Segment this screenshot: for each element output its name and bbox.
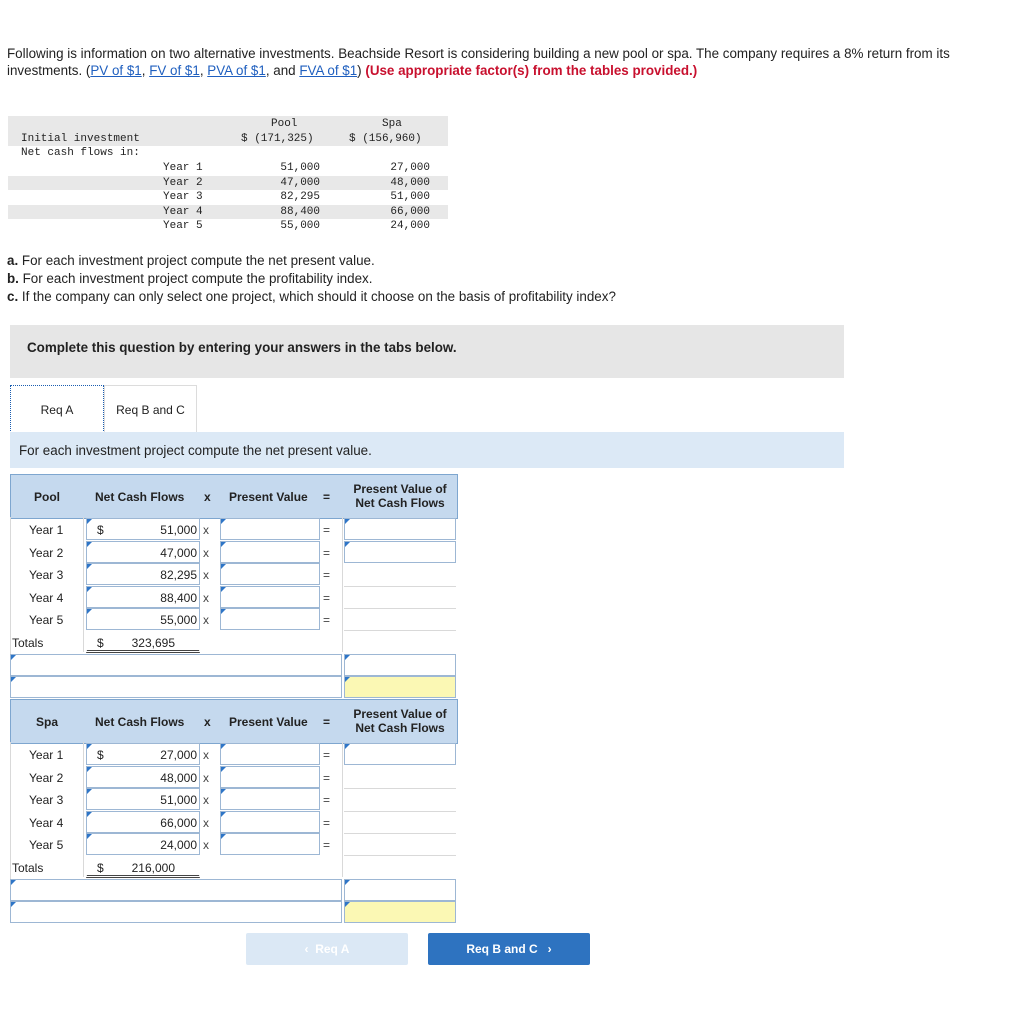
sep: , xyxy=(199,62,208,78)
pool-flow: 88,400 xyxy=(280,206,320,218)
pool-pv-ncf-year2-input[interactable] xyxy=(344,541,456,563)
present-value-header: Present Value xyxy=(229,715,308,729)
pool-ncf-year1-input[interactable] xyxy=(86,518,200,540)
net-cash-flows-header: Net Cash Flows xyxy=(95,490,185,504)
net-cash-flows-label: Net cash flows in: xyxy=(21,147,140,159)
pool-pv-factor-year1-input[interactable] xyxy=(220,518,320,540)
grid-line xyxy=(344,811,456,812)
grid-line xyxy=(83,517,84,652)
pool-pv-factor-year5-input[interactable] xyxy=(220,608,320,630)
pool-pv-ncf-year1-input[interactable] xyxy=(344,518,456,540)
spa-ncf-year4-input[interactable] xyxy=(86,811,200,833)
row-label: Year 2 xyxy=(29,771,64,785)
requirement-b xyxy=(7,270,1007,288)
pool-flow: 51,000 xyxy=(280,162,320,174)
multiply-sign: x xyxy=(203,591,209,605)
tab-label: Req B and C xyxy=(116,403,185,417)
pool-summary-value-1-input[interactable] xyxy=(344,654,456,676)
pva-table-link[interactable]: PVA of $1 xyxy=(207,62,266,78)
net-cash-flows-header: Net Cash Flows xyxy=(95,715,185,729)
pool-pv-factor-year2-input[interactable] xyxy=(220,541,320,563)
multiply-sign: x xyxy=(203,793,209,807)
row-label: Year 4 xyxy=(29,816,64,830)
dollar-sign: $ xyxy=(97,748,104,762)
cell-value: 51,000 xyxy=(160,523,197,537)
spa-ncf-year5-input[interactable] xyxy=(86,833,200,855)
pool-ncf-year5-input[interactable] xyxy=(86,608,200,630)
spa-npv-input[interactable] xyxy=(344,901,456,923)
equals-sign: = xyxy=(323,568,331,582)
pool-npv-label-input[interactable] xyxy=(10,676,342,698)
req-text: If the company can only select one project, which should it choose on the basis of profitability index? xyxy=(18,289,616,304)
given-year-label: Year 4 xyxy=(163,206,203,218)
row-label: Year 2 xyxy=(29,546,64,560)
spa-ncf-year2-input[interactable] xyxy=(86,766,200,788)
multiply-sign: x xyxy=(203,838,209,852)
requirement-a xyxy=(7,252,1007,270)
complete-banner xyxy=(10,325,844,378)
given-data-table xyxy=(8,116,448,236)
pool-title: Pool xyxy=(34,490,60,504)
pv-table-link[interactable]: PV of $1 xyxy=(90,62,142,78)
next-label: Req B and C xyxy=(466,942,538,956)
spa-flow: 48,000 xyxy=(390,177,430,189)
dollar-sign: $ xyxy=(97,636,104,650)
cell-value: 82,295 xyxy=(160,568,197,582)
spa-pv-factor-year2-input[interactable] xyxy=(220,766,320,788)
spa-ncf-year1-input[interactable] xyxy=(86,743,200,765)
fva-table-link[interactable]: FVA of $1 xyxy=(299,62,358,78)
chevron-right-icon: › xyxy=(547,942,552,956)
grid-line xyxy=(344,788,456,789)
spa-flow: 66,000 xyxy=(390,206,430,218)
given-year-label: Year 1 xyxy=(163,162,203,174)
spa-pv-ncf-year1-input[interactable] xyxy=(344,743,456,765)
cell-value: 66,000 xyxy=(160,816,197,830)
req-letter: c. xyxy=(7,289,19,304)
initial-investment-label: Initial investment xyxy=(21,133,140,145)
spa-flow: 27,000 xyxy=(390,162,430,174)
tab-label: Req A xyxy=(40,403,74,417)
cell-value: 216,000 xyxy=(131,861,175,875)
equals-header: = xyxy=(323,490,331,504)
spa-header-row xyxy=(10,699,458,744)
totals-label: Totals xyxy=(12,861,44,875)
spa-pv-factor-year3-input[interactable] xyxy=(220,788,320,810)
row-label: Year 3 xyxy=(29,568,64,582)
spa-pv-factor-year1-input[interactable] xyxy=(220,743,320,765)
equals-sign: = xyxy=(323,523,331,537)
pool-flow: 55,000 xyxy=(280,220,320,232)
equals-sign: = xyxy=(323,591,331,605)
pv-net-cash-flows-header: Present Value of Net Cash Flows xyxy=(353,482,447,510)
multiply-sign: x xyxy=(203,613,209,627)
tab-instruction xyxy=(10,432,844,468)
grid-line xyxy=(344,855,456,856)
spa-ncf-total xyxy=(86,856,200,878)
pool-flow: 82,295 xyxy=(280,191,320,203)
pool-ncf-year4-input[interactable] xyxy=(86,586,200,608)
spa-ncf-year3-input[interactable] xyxy=(86,788,200,810)
problem-intro xyxy=(7,46,1007,79)
cell-value: 323,695 xyxy=(131,636,175,650)
grid-line xyxy=(83,742,84,877)
multiply-header: x xyxy=(204,715,211,729)
multiply-sign: x xyxy=(203,748,209,762)
spa-worksheet xyxy=(10,699,456,924)
pv-net-cash-flows-header: Present Value of Net Cash Flows xyxy=(353,707,447,735)
requirements-list xyxy=(7,252,1007,306)
row-label: Year 3 xyxy=(29,793,64,807)
cell-value: 48,000 xyxy=(160,771,197,785)
grid-line xyxy=(344,608,456,609)
present-value-header: Present Value xyxy=(229,490,308,504)
fv-table-link[interactable]: FV of $1 xyxy=(149,62,200,78)
spa-npv-label-input[interactable] xyxy=(10,901,342,923)
equals-sign: = xyxy=(323,793,331,807)
cell-value: 55,000 xyxy=(160,613,197,627)
grid-line xyxy=(344,833,456,834)
grid-line xyxy=(344,586,456,587)
req-letter: b. xyxy=(7,271,19,286)
pool-ncf-year3-input[interactable] xyxy=(86,563,200,585)
pool-pv-factor-year4-input[interactable] xyxy=(220,586,320,608)
given-year-label: Year 3 xyxy=(163,191,203,203)
spa-flow: 24,000 xyxy=(390,220,430,232)
pool-col-header: Pool xyxy=(271,118,298,130)
sep: , and xyxy=(265,62,300,78)
pool-pv-factor-year3-input[interactable] xyxy=(220,563,320,585)
given-year-label: Year 2 xyxy=(163,177,203,189)
pool-npv-input[interactable] xyxy=(344,676,456,698)
cell-value: 51,000 xyxy=(160,793,197,807)
equals-sign: = xyxy=(323,771,331,785)
sep: , xyxy=(141,62,150,78)
cell-value: 27,000 xyxy=(160,748,197,762)
multiply-sign: x xyxy=(203,771,209,785)
req-text: For each investment project compute the net present value. xyxy=(18,253,375,268)
row-label: Year 4 xyxy=(29,591,64,605)
multiply-sign: x xyxy=(203,523,209,537)
sep: ) xyxy=(357,62,366,78)
next-req-b-and-c-button[interactable] xyxy=(428,933,590,965)
multiply-sign: x xyxy=(203,546,209,560)
spa-summary-value-1-input[interactable] xyxy=(344,879,456,901)
prev-label: Req A xyxy=(315,942,350,956)
dollar-sign: $ xyxy=(97,523,104,537)
row-label: Year 5 xyxy=(29,613,64,627)
multiply-sign: x xyxy=(203,816,209,830)
pool-summary-label-1-input[interactable] xyxy=(10,654,342,676)
pool-flow: 47,000 xyxy=(280,177,320,189)
grid-line xyxy=(342,742,343,877)
pool-ncf-year2-input[interactable] xyxy=(86,541,200,563)
row-label: Year 1 xyxy=(29,748,64,762)
cell-value: 24,000 xyxy=(160,838,197,852)
equals-header: = xyxy=(323,715,331,729)
spa-summary-label-1-input[interactable] xyxy=(10,879,342,901)
factor-instruction: (Use appropriate factor(s) from the tables provided.) xyxy=(365,62,698,78)
equals-sign: = xyxy=(323,546,331,560)
row-label: Year 5 xyxy=(29,838,64,852)
equals-sign: = xyxy=(323,816,331,830)
pool-initial-investment: $ (171,325) xyxy=(241,133,314,145)
pool-header-row xyxy=(10,474,458,519)
cell-value: 47,000 xyxy=(160,546,197,560)
prev-req-a-button[interactable] xyxy=(246,933,408,965)
multiply-header: x xyxy=(204,490,211,504)
totals-label: Totals xyxy=(12,636,44,650)
equals-sign: = xyxy=(323,748,331,762)
equals-sign: = xyxy=(323,838,331,852)
dollar-sign: $ xyxy=(97,861,104,875)
requirement-c xyxy=(7,288,1007,306)
instruction-text: For each investment project compute the net present value. xyxy=(19,443,372,458)
grid-line xyxy=(344,630,456,631)
spa-pv-factor-year4-input[interactable] xyxy=(220,811,320,833)
complete-text: Complete this question by entering your answers in the tabs below. xyxy=(27,340,457,355)
equals-sign: = xyxy=(323,613,331,627)
tab-req-a[interactable] xyxy=(10,385,104,433)
multiply-sign: x xyxy=(203,568,209,582)
grid-line xyxy=(342,517,343,652)
given-year-label: Year 5 xyxy=(163,220,203,232)
cell-value: 88,400 xyxy=(160,591,197,605)
pool-ncf-total xyxy=(86,631,200,653)
req-text: For each investment project compute the profitability index. xyxy=(18,271,373,286)
intro-text: Following is information on two alternative investments. Beachside Resort is considering building a new pool or spa. The company requires a 8% return from its investments. ( xyxy=(7,46,950,78)
pool-worksheet xyxy=(10,474,456,699)
spa-pv-factor-year5-input[interactable] xyxy=(220,833,320,855)
spa-initial-investment: $ (156,960) xyxy=(349,133,422,145)
spa-title: Spa xyxy=(36,715,59,729)
tab-req-b-and-c[interactable] xyxy=(104,385,197,432)
spa-col-header: Spa xyxy=(382,118,402,130)
chevron-left-icon: ‹ xyxy=(304,942,309,956)
spa-flow: 51,000 xyxy=(390,191,430,203)
row-label: Year 1 xyxy=(29,523,64,537)
req-letter: a. xyxy=(7,253,19,268)
